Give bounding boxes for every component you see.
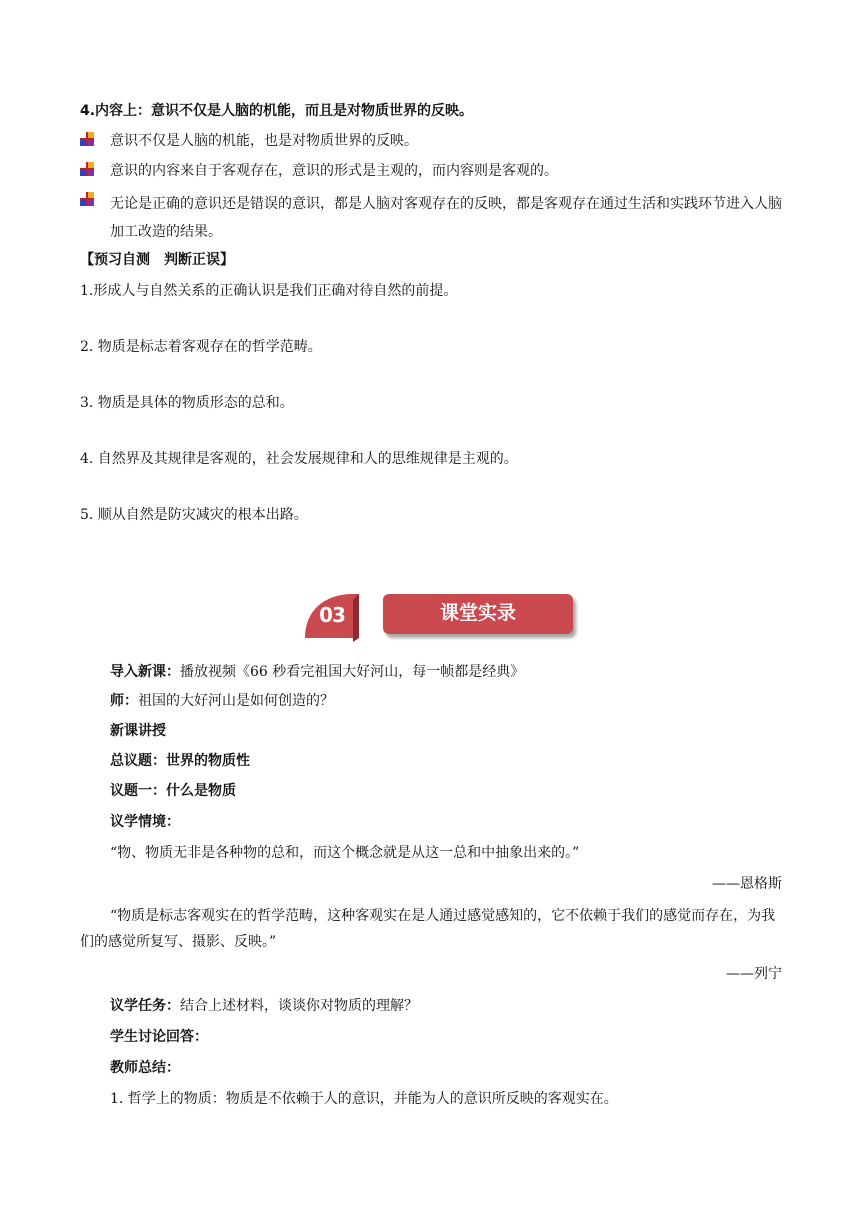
self-test-heading: 【预习自测 判断正误】 [80, 252, 234, 268]
bullet-item: 意识不仅是人脑的机能，也是对物质世界的反映。 [110, 133, 418, 149]
self-test-item: 3. 物质是具体的物质形态的总和。 [80, 395, 294, 411]
self-test-item: 4. 自然界及其规律是客观的，社会发展规律和人的思维规律是主观的。 [80, 451, 518, 467]
quote-lenin-author: ——列宁 [726, 966, 782, 982]
main-topic: 总议题：世界的物质性 [110, 753, 250, 769]
quote-engels-author: ——恩格斯 [712, 876, 782, 892]
quote-lenin: “物质是标志客观实在的哲学范畴，这种客观实在是人通过感觉感知的，它不依赖于我们的感觉而存在，为我们的感觉所复写、摄影、反映。” [80, 908, 776, 950]
quote-engels: “物、物质无非是各种物的总和，而这个概念就是从这一总和中抽象出来的。” [110, 845, 580, 861]
topic-one: 议题一：什么是物质 [110, 783, 236, 799]
bullet-icon [80, 192, 94, 206]
self-test-item: 1.形成人与自然关系的正确认识是我们正确对待自然的前提。 [80, 283, 458, 299]
summary-label: 教师总结： [110, 1060, 180, 1076]
context-label: 议学情境： [110, 814, 180, 830]
self-test-item: 5. 顺从自然是防灾减灾的根本出路。 [80, 507, 308, 523]
bullet-icon [80, 162, 94, 176]
intro-text: 播放视频《66 秒看完祖国大好河山，每一帧都是经典》 [180, 664, 525, 680]
intro-line [110, 662, 524, 682]
new-lesson-heading: 新课讲授 [110, 723, 166, 739]
task-line [110, 996, 418, 1016]
intro-label: 导入新课： [110, 664, 180, 680]
summary-item: 1. 哲学上的物质：物质是不依赖于人的意识，并能为人的意识所反映的客观实在。 [110, 1091, 618, 1107]
section-banner [303, 590, 575, 642]
task-label: 议学任务： [110, 998, 180, 1014]
teacher-text: 祖国的大好河山是如何创造的？ [138, 693, 334, 709]
bullet-icon [80, 132, 94, 146]
section-title: 课堂实录 [439, 602, 516, 624]
section-title-tab [383, 594, 573, 634]
content-heading: 4.内容上：意识不仅是人脑的机能，而且是对物质世界的反映。 [80, 103, 474, 119]
bullet-item: 无论是正确的意识还是错误的意识，都是人脑对客观存在的反映，都是客观存在通过生活和实践环节进入人脑加工改造的结果。 [110, 196, 782, 240]
section-number: 03 [319, 603, 345, 627]
discussion-label: 学生讨论回答： [110, 1029, 208, 1045]
bullet-item: 意识的内容来自于客观存在，意识的形式是主观的，而内容则是客观的。 [110, 163, 558, 179]
teacher-label: 师： [110, 693, 138, 709]
teacher-line [110, 691, 334, 711]
self-test-item: 2. 物质是标志着客观存在的哲学范畴。 [80, 339, 322, 355]
task-text: 结合上述材料，谈谈你对物质的理解？ [180, 998, 418, 1014]
